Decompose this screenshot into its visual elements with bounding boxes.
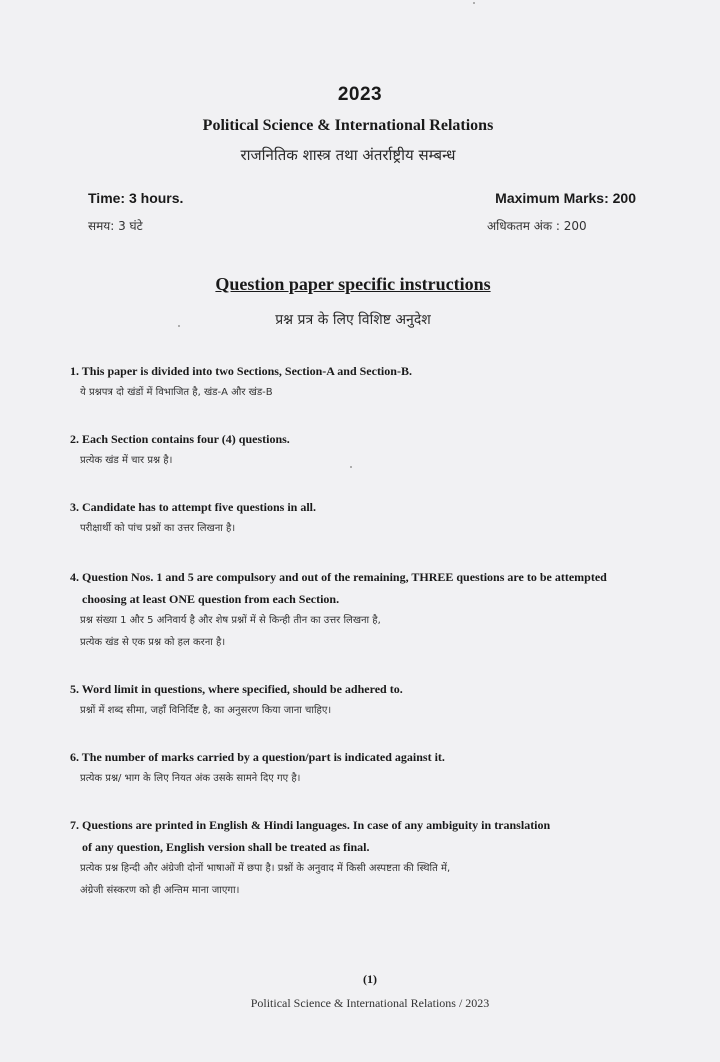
instruction-hindi: ये प्रश्नपत्र दो खंडों में विभाजित है, खंड-A और खंड-B — [80, 387, 273, 398]
page-number: (1) — [363, 972, 377, 986]
instruction-hindi: प्रत्येक प्रश्न/ भाग के लिए नियत अंक उसके सामने दिए गए है। — [80, 773, 301, 784]
instruction-hindi: प्रश्नों में शब्द सीमा, जहाँ विनिर्दिष्ट है, का अनुसरण किया जाना चाहिए। — [80, 705, 332, 716]
subject-title-english: Political Science & International Relations — [202, 117, 494, 134]
instruction-hindi-continued: प्रत्येक खंड से एक प्रश्न को हल करना है। — [80, 637, 226, 648]
instruction-hindi: प्रश्न संख्या 1 और 5 अनिवार्य है और शेष प्रश्नों में से किन्ही तीन का उत्तर लिखना है, — [80, 615, 381, 626]
exam-year: 2023 — [337, 84, 383, 105]
footer-title: Political Science & International Relations / 2023 — [250, 996, 490, 1010]
instruction-item-4 — [70, 566, 690, 654]
subject-title-hindi: राजनितिक शास्त्र तथा अंतर्राष्ट्रीय सम्बन्ध — [240, 146, 456, 164]
instructions-heading-english: Question paper specific instructions — [215, 274, 491, 294]
max-marks-english: Maximum Marks: 200 — [495, 190, 636, 206]
instruction-item-5 — [70, 678, 680, 722]
time-english: Time: 3 hours. — [88, 190, 184, 206]
instruction-english: 4. Question Nos. 1 and 5 are compulsory and out of the remaining, THREE questions are to be attempted — [70, 570, 607, 584]
instruction-english: 2. Each Section contains four (4) questions. — [70, 432, 290, 446]
instruction-hindi: प्रत्येक प्रश्न हिन्दी और अंग्रेजी दोनों भाषाओं में छपा है। प्रश्नों के अनुवाद में किसी अस्पष्टता की स्थिति में, — [80, 863, 451, 874]
instruction-hindi: परीक्षार्थी को पांच प्रश्नों का उत्तर लिखना है। — [80, 523, 236, 534]
instruction-english: 6. The number of marks carried by a question/part is indicated against it. — [70, 750, 445, 764]
time-hindi: समय: 3 घंटे — [88, 219, 143, 233]
max-marks-hindi: अधिकतम अंक : 200 — [487, 219, 587, 233]
instruction-hindi: प्रत्येक खंड में चार प्रश्न है। — [80, 455, 173, 466]
instruction-english: 1. This paper is divided into two Sections, Section-A and Section-B. — [70, 364, 412, 378]
instruction-english: 7. Questions are printed in English & Hindi languages. In case of any ambiguity in translation — [70, 818, 551, 832]
instruction-item-6 — [70, 746, 680, 790]
instruction-english: 5. Word limit in questions, where specified, should be adhered to. — [70, 682, 403, 696]
instruction-english: 3. Candidate has to attempt five questions in all. — [70, 500, 317, 514]
scan-speck — [473, 2, 475, 4]
instruction-english-continued: of any question, English version shall be treated as final. — [82, 840, 370, 854]
instruction-english-continued: choosing at least ONE question from each Section. — [82, 592, 340, 606]
scan-speck — [178, 325, 180, 327]
instruction-item-2 — [70, 428, 680, 472]
instruction-item-7 — [70, 814, 670, 902]
instruction-item-3 — [70, 496, 680, 540]
instructions-heading-hindi: प्रश्न प्रत्र के लिए विशिष्ट अनुदेश — [275, 312, 431, 328]
instruction-item-1 — [70, 360, 680, 404]
scan-speck — [350, 466, 352, 468]
instruction-hindi-continued: अंग्रेजी संस्करण को ही अन्तिम माना जाएगा। — [80, 885, 240, 896]
